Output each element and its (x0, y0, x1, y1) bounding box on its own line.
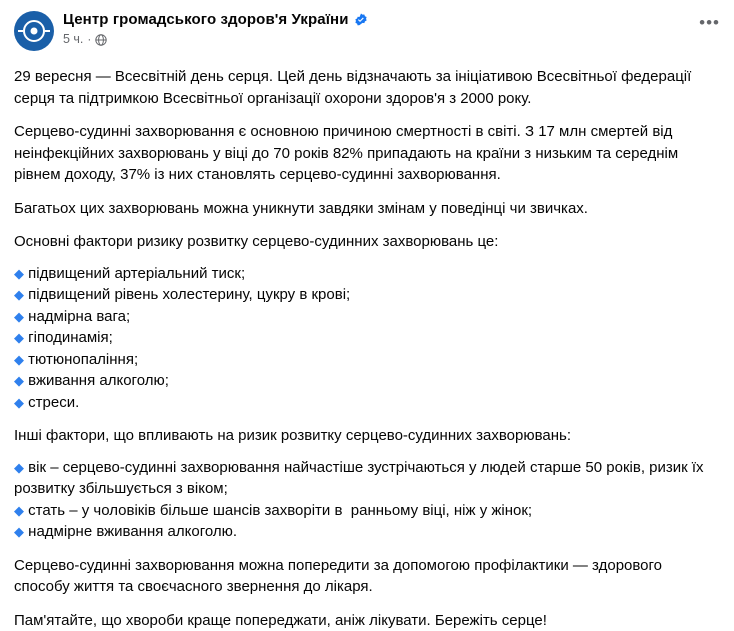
page-name[interactable]: Центр громадського здоров'я України (63, 11, 349, 29)
post-header-text (63, 10, 368, 47)
list-item-label: стать – у чоловіків більше шансів захворіти в ранньому віці, ніж у жінок; (28, 502, 532, 519)
list-item (14, 263, 720, 285)
list-item (14, 327, 720, 349)
list-item-label: стреси. (28, 394, 79, 411)
diamond-bullet-icon: ◆ (14, 395, 24, 410)
list-item (14, 306, 720, 328)
list-item-label: підвищений рівень холестерину, цукру в крові; (28, 286, 350, 303)
post-paragraph: Серцево-судинні захворювання є основною причиною смертності в світі. З 17 млн смертей від неінфекційних захворювань у віці до 70 років 82% припадають на країни з низьким та середнім рівнем доходу, 37% із них становлять серцево-судинні захворювання. (14, 121, 720, 186)
list-item (14, 521, 720, 543)
diamond-bullet-icon: ◆ (14, 503, 24, 518)
list-item (14, 349, 720, 371)
list-item (14, 500, 720, 522)
page-name-row (63, 11, 368, 29)
list-item (14, 457, 720, 500)
other-factors-list (14, 457, 720, 543)
diamond-bullet-icon: ◆ (14, 352, 24, 367)
post-paragraph: Пам'ятайте, що хвороби краще попереджати, аніж лікувати. Бережіть серце! (14, 610, 720, 631)
verified-badge-icon (354, 13, 368, 27)
list-item-label: тютюнопаління; (28, 351, 138, 368)
risk-factors-list (14, 263, 720, 414)
list-item (14, 392, 720, 414)
diamond-bullet-icon: ◆ (14, 309, 24, 324)
list-item-label: надмірне вживання алкоголю. (28, 523, 237, 540)
diamond-bullet-icon: ◆ (14, 266, 24, 281)
list-item-label: гіподинамія; (28, 329, 113, 346)
list-item (14, 370, 720, 392)
org-logo-avatar[interactable] (14, 11, 54, 51)
post-paragraph: Основні фактори ризику розвитку серцево-судинних захворювань це: (14, 231, 720, 253)
post-body (14, 66, 720, 631)
post-paragraph: Багатьох цих захворювань можна уникнути завдяки змінам у поведінці чи звичках. (14, 198, 720, 220)
meta-separator: · (87, 32, 91, 46)
globe-icon[interactable] (95, 34, 107, 46)
list-item-label: вживання алкоголю; (28, 372, 169, 389)
diamond-bullet-icon: ◆ (14, 524, 24, 539)
diamond-bullet-icon: ◆ (14, 460, 24, 475)
list-item (14, 284, 720, 306)
list-item-label: вік – серцево-судинні захворювання найчастіше зустрічаються у людей старше 50 років, ризик їх розвитку збільшується з віком; (14, 459, 708, 498)
diamond-bullet-icon: ◆ (14, 287, 24, 302)
other-factors-intro: Інші фактори, що впливають на ризик розвитку серцево-судинних захворювань: (14, 425, 720, 447)
post-timestamp[interactable]: 5 ч. (63, 32, 83, 47)
post-header (14, 10, 720, 56)
list-item-label: підвищений артеріальний тиск; (28, 265, 245, 282)
avatar-tick-left (18, 30, 23, 32)
diamond-bullet-icon: ◆ (14, 330, 24, 345)
post-paragraph: 29 вересня — Всесвітній день серця. Цей день відзначають за ініціативою Всесвітньої федерації серця та підтримкою Всесвітньої організації охорони здоров'я з 2000 року. (14, 66, 720, 109)
list-item-label: надмірна вага; (28, 308, 130, 325)
more-options-icon[interactable]: ••• (699, 14, 720, 31)
post-meta (63, 32, 368, 47)
avatar-tick-right (45, 30, 50, 32)
post-paragraph: Серцево-судинні захворювання можна попередити за допомогою профілактики — здорового способу життя та своєчасного звернення до лікаря. (14, 555, 720, 598)
diamond-bullet-icon: ◆ (14, 373, 24, 388)
avatar-dot (31, 28, 38, 35)
